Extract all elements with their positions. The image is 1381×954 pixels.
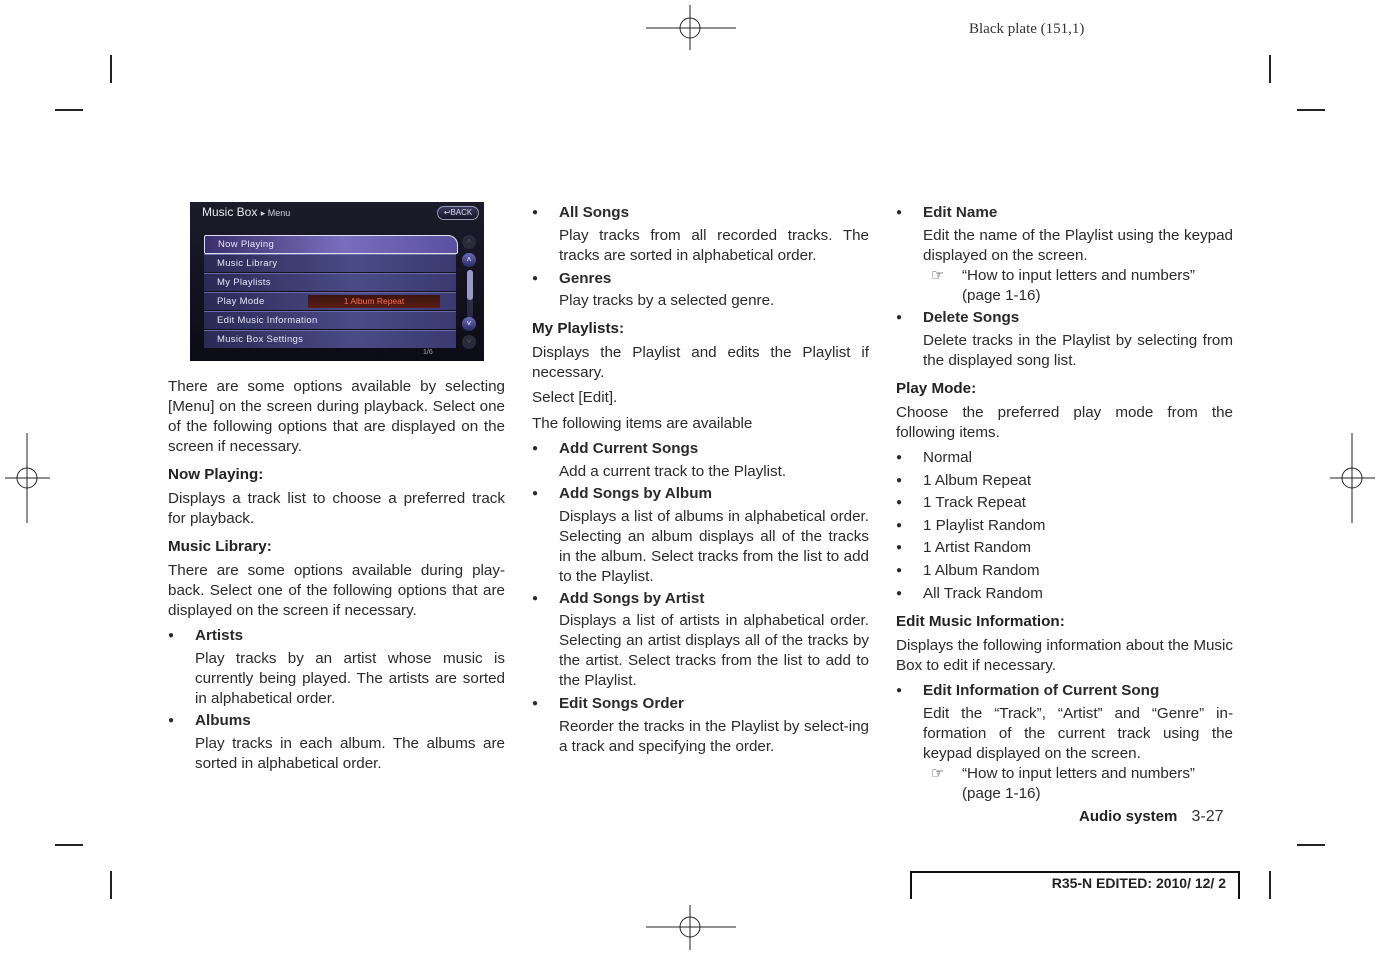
list-item: ● Delete Songs: [896, 308, 1233, 328]
select-edit-text: Select [Edit].: [532, 389, 618, 406]
list-item: ● Add Current Songs: [532, 439, 869, 459]
registration-mark-left: [5, 433, 50, 523]
menu-item-now-playing[interactable]: Now Playing: [204, 235, 458, 254]
list-item: ● Edit Information of Current Song: [896, 681, 1233, 701]
list-item: ● 1 Playlist Random: [896, 516, 1233, 536]
music-library-text: There are some options available during play-back. Select one of the following options that are displayed on the screen if necessary.: [168, 562, 505, 619]
registration-mark-top: [646, 5, 736, 50]
list-item: ● Normal: [896, 448, 1233, 468]
scroll-top-icon: ˄: [462, 235, 476, 249]
menu-item-edit-music-information[interactable]: Edit Music Information: [204, 311, 456, 329]
delete-text: Delete tracks in the Playlist by selecting from the displayed song list.: [923, 332, 1233, 369]
edited-stamp-box: [910, 871, 1240, 899]
play-mode-value: 1 Album Repeat: [308, 295, 440, 308]
my-playlists-text: Displays the Playlist and edits the Playlist if necessary.: [532, 344, 869, 381]
music-library-heading: Music Library:: [168, 538, 272, 555]
albums-text: Play tracks in each album. The albums are sorted in alphabetical order.: [195, 735, 505, 772]
all-songs-text: Play tracks from all recorded tracks. The tracks are sorted in alphabetical order.: [559, 227, 869, 264]
scroll-down-icon[interactable]: ˅: [462, 317, 476, 331]
list-item: ● 1 Album Repeat: [896, 471, 1233, 491]
pointing-hand-icon: ☞: [931, 267, 945, 284]
column-2: [532, 203, 869, 757]
play-mode-text: Choose the preferred play mode from the following items.: [896, 404, 1233, 441]
list-item: ● Albums: [168, 711, 505, 731]
artists-text: Play tracks by an artist whose music is currently being played. The artists are sorted in alphabetical order.: [195, 650, 505, 707]
page-footer: [1079, 808, 1224, 826]
edit-name-text: Edit the name of the Playlist using the keypad displayed on the screen.: [923, 227, 1233, 264]
column-1: [168, 377, 505, 774]
scrollbar[interactable]: [467, 270, 473, 318]
plate-label: Black plate (151,1): [969, 21, 1085, 37]
intro-text: There are some options available by selecting [Menu] on the screen during playback. Select one of the following options that are displayed on the screen if necessary.: [168, 378, 505, 455]
edited-stamp: R35-N EDITED: 2010/ 12/ 2: [1051, 875, 1226, 891]
list-item: ● Artists: [168, 626, 505, 646]
add-album-text: Displays a list of albums in alphabetical order. Selecting an album displays all of the tracks in the album. Select tracks from the list to add to the Playlist.: [559, 508, 869, 585]
list-item: ● 1 Artist Random: [896, 538, 1233, 558]
edit-info-heading: Edit Music Information:: [896, 612, 1065, 630]
list-item: ● All Songs: [532, 203, 869, 223]
pointing-hand-icon: ☞: [931, 764, 945, 782]
list-item: ● Edit Songs Order: [532, 694, 869, 714]
screen-title: Music Box ▸ Menu: [202, 205, 291, 219]
list-item: ● Edit Name: [896, 203, 1233, 223]
music-box-screen: [190, 202, 484, 361]
add-artist-text: Displays a list of artists in alphabetical order. Selecting an artist displays all of the tracks by the artist. Select tracks from the list to add to the Playlist.: [559, 612, 869, 689]
menu-item-play-mode[interactable]: Play Mode 1 Album Repeat: [204, 292, 456, 310]
scroll-bottom-icon: ˅: [462, 335, 476, 349]
back-button[interactable]: ↩BACK: [437, 206, 479, 220]
list-item: ● Genres: [532, 269, 869, 289]
my-playlists-heading: My Playlists:: [532, 320, 625, 337]
reference-link[interactable]: ☞ “How to input letters and numbers” (page 1-16): [931, 267, 1195, 304]
play-mode-heading: Play Mode:: [896, 380, 977, 397]
genres-text: Play tracks by a selected genre.: [559, 292, 775, 309]
list-item: ● 1 Album Random: [896, 561, 1233, 581]
edit-info-text: Displays the following information about the Music Box to edit if necessary.: [896, 636, 1233, 674]
following-items-text: The following items are available: [532, 415, 753, 432]
list-item: ● Add Songs by Album: [532, 484, 869, 504]
list-item: ● All Track Random: [896, 584, 1233, 604]
page-indicator: 1/6: [423, 349, 433, 356]
edit-order-text: Reorder the tracks in the Playlist by select-ing a track and specifying the order.: [559, 718, 869, 755]
section-name: Audio system: [1079, 808, 1178, 825]
menu-item-my-playlists[interactable]: My Playlists: [204, 273, 456, 291]
now-playing-text: Displays a track list to choose a preferred track for playback.: [168, 490, 505, 527]
now-playing-heading: Now Playing:: [168, 466, 264, 483]
reference-link[interactable]: ☞ “How to input letters and numbers” (page 1-16): [931, 764, 1195, 802]
scroll-up-icon[interactable]: ˄: [462, 253, 476, 267]
page-number: 3-27: [1191, 808, 1224, 825]
column-3: [896, 203, 1233, 804]
add-current-text: Add a current track to the Playlist.: [559, 463, 787, 480]
menu-item-music-box-settings[interactable]: Music Box Settings: [204, 330, 456, 348]
list-item: ● 1 Track Repeat: [896, 493, 1233, 513]
menu-item-music-library[interactable]: Music Library: [204, 254, 456, 272]
edit-current-text: Edit the “Track”, “Artist” and “Genre” in-formation of the current track using the keypad displayed on the screen.: [923, 704, 1233, 762]
registration-mark-bottom: [646, 905, 736, 950]
list-item: ● Add Songs by Artist: [532, 589, 869, 609]
registration-mark-right: [1330, 433, 1375, 523]
